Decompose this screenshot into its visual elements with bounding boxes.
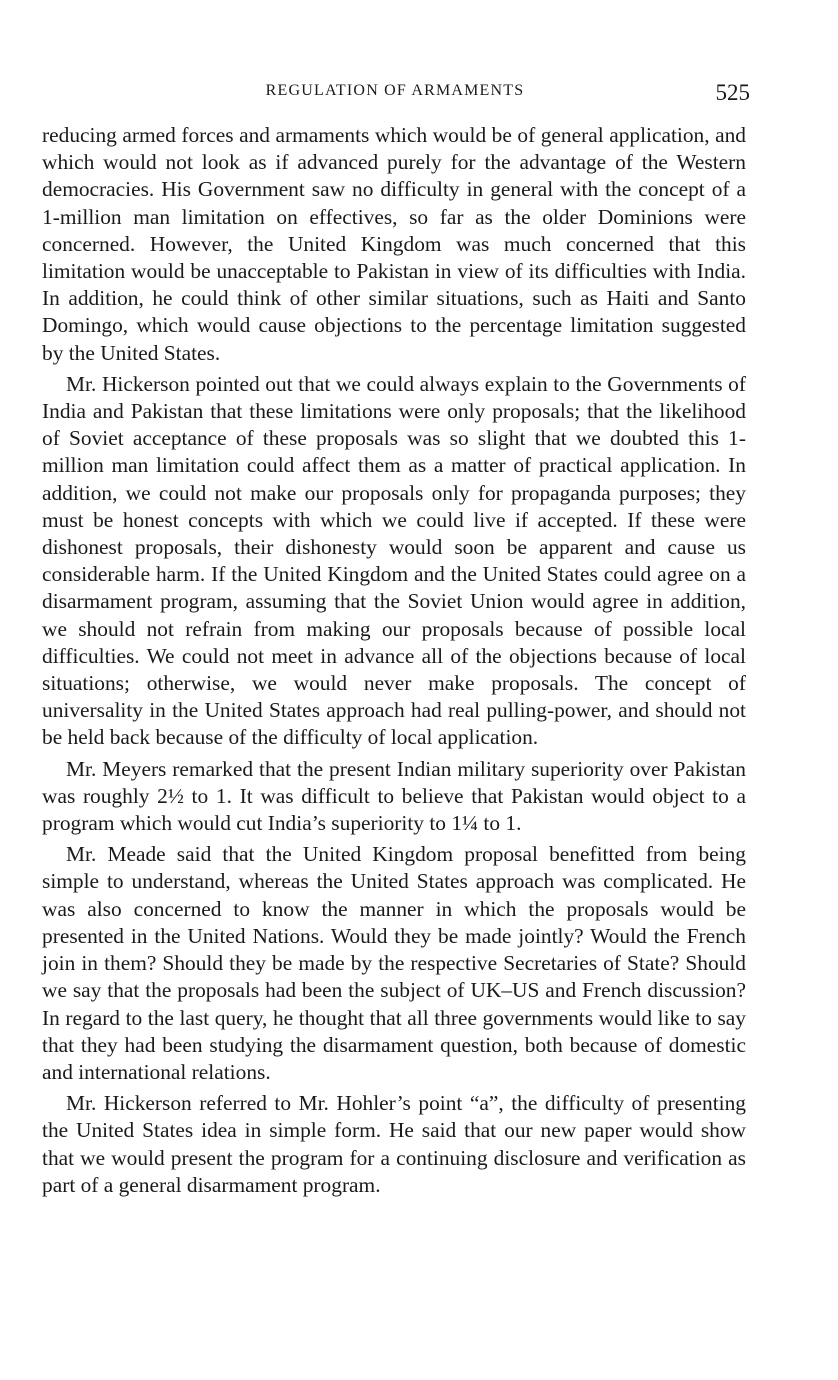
running-title: REGULATION OF ARMAMENTS [265, 82, 525, 99]
body-text [42, 122, 746, 1203]
paragraph-hickerson-hohler-point: Mr. Hickerson referred to Mr. Hohler’s point “a”, the difficulty of presenting the United States idea in simple form. He said that our new paper would show that we would present the program for a continuing disclosure and verification as part of a general disarmament program. [42, 1091, 746, 1197]
paragraph-meyers-remark: Mr. Meyers remarked that the present Indian military superiority over Pakistan was roughly 2½ to 1. It was difficult to believe that Pakistan would object to a program which would cut India’s superiority to 1¼ to 1. [42, 756, 746, 836]
paragraph-continued: reducing armed forces and armaments which would be of general application, and which would not look as if advanced purely for the advantage of the Western democracies. His Government saw no difficulty in general with the concept of a 1-million man limitation on effectives, so far as the older Dominions were concerned. However, the United Kingdom was much concerned that this limitation would be unacceptable to Pakistan in view of its difficulties with India. In addition, he could think of other similar situations, such as Haiti and Santo Domingo, which would cause objections to the percentage limitation suggested by the United States. [42, 123, 746, 365]
paragraph-meade-statement: Mr. Meade said that the United Kingdom proposal benefitted from being simple to understand, whereas the United States approach was complicated. He was also concerned to know the manner in which the proposals would be presented in the United Nations. Would they be made jointly? Would the French join in them? Should they be made by the respective Secretaries of State? Should we say that the proposals had been the subject of UK–US and French discussion? In regard to the last query, he thought that all three governments would like to say that they had been studying the disarmament question, both because of domestic and international relations. [42, 842, 746, 1084]
paragraph-hickerson-reply: Mr. Hickerson pointed out that we could always explain to the Governments of India and Pakistan that these limitations were only proposals; that the likelihood of Soviet acceptance of these proposals was so slight that we doubted this 1-million man limitation could affect them as a matter of practical application. In addition, we could not make our proposals only for propaganda purposes; they must be honest concepts with which we could live if accepted. If these were dishonest proposals, their dishonesty would soon be apparent and cause us considerable harm. If the United Kingdom and the United States could agree on a disarmament program, assuming that the Soviet Union would agree in addition, we should not refrain from making our proposals because of possible local difficulties. We could not meet in advance all of the objections because of local situations; otherwise, we would never make proposals. The concept of universality in the United States approach had real pulling-power, and should not be held back because of the difficulty of local application. [42, 371, 746, 750]
running-header [40, 80, 750, 110]
page-number: 525 [715, 80, 750, 105]
